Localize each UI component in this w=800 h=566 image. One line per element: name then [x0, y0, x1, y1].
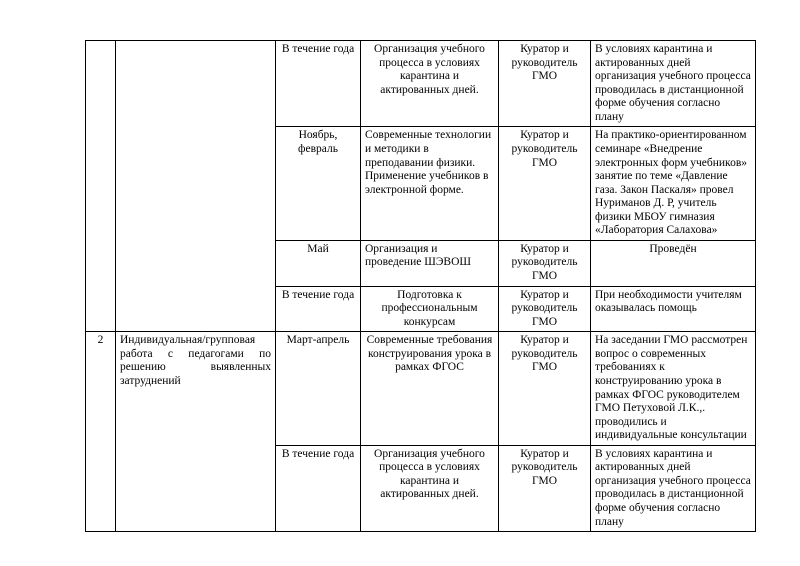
cell-content: Современные технологии и методики в преподавании физики. Применение учебников в электронной форме.	[361, 127, 499, 241]
cell-content: Подготовка к профессиональным конкурсам	[361, 286, 499, 332]
cell-responsible: Куратор и руководитель ГМО	[499, 240, 591, 286]
row-number: 2	[86, 332, 116, 532]
cell-result: В условиях карантина и актированных дней организация учебного процесса проводилась в дистанционной форме обучения согласно плану	[591, 41, 756, 127]
cell-responsible: Куратор и руководитель ГМО	[499, 286, 591, 332]
cell-content: Организация и проведение ШЭВОШ	[361, 240, 499, 286]
cell-content: Современные требования конструирования урока в рамках ФГОС	[361, 332, 499, 446]
row-description	[116, 41, 276, 332]
cell-time: В течение года	[276, 286, 361, 332]
cell-content: Организация учебного процесса в условиях карантина и актированных дней.	[361, 445, 499, 531]
cell-time: Март-апрель	[276, 332, 361, 446]
cell-result: При необходимости учителям оказывалась помощь	[591, 286, 756, 332]
cell-result: На практико-ориентированном семинаре «Внедрение электронных форм учебников» занятие по теме «Давление газа. Закон Паскаля» провел Нуриманов Д. Р, учитель физики МБОУ гимназия «Лаборатория Салахова»	[591, 127, 756, 241]
cell-responsible: Куратор и руководитель ГМО	[499, 332, 591, 446]
table-row	[86, 332, 756, 446]
table-row	[86, 41, 756, 127]
row-number	[86, 41, 116, 332]
cell-time: В течение года	[276, 445, 361, 531]
activity-table	[85, 40, 756, 532]
cell-responsible: Куратор и руководитель ГМО	[499, 445, 591, 531]
cell-result: На заседании ГМО рассмотрен вопрос о современных требованиях к конструированию урока в рамках ФГОС руководителем ГМО Петуховой Л.К.,. проводились и индивидуальные консультации	[591, 332, 756, 446]
row-description: Индивидуальная/групповая работа с педагогами по решению выявленных затруднений	[116, 332, 276, 532]
cell-result: Проведён	[591, 240, 756, 286]
cell-responsible: Куратор и руководитель ГМО	[499, 41, 591, 127]
cell-responsible: Куратор и руководитель ГМО	[499, 127, 591, 241]
cell-time: В течение года	[276, 41, 361, 127]
cell-time: Май	[276, 240, 361, 286]
cell-content: Организация учебного процесса в условиях карантина и актированных дней.	[361, 41, 499, 127]
cell-result: В условиях карантина и актированных дней организация учебного процесса проводилась в дистанционной форме обучения согласно плану	[591, 445, 756, 531]
cell-time: Ноябрь, февраль	[276, 127, 361, 241]
